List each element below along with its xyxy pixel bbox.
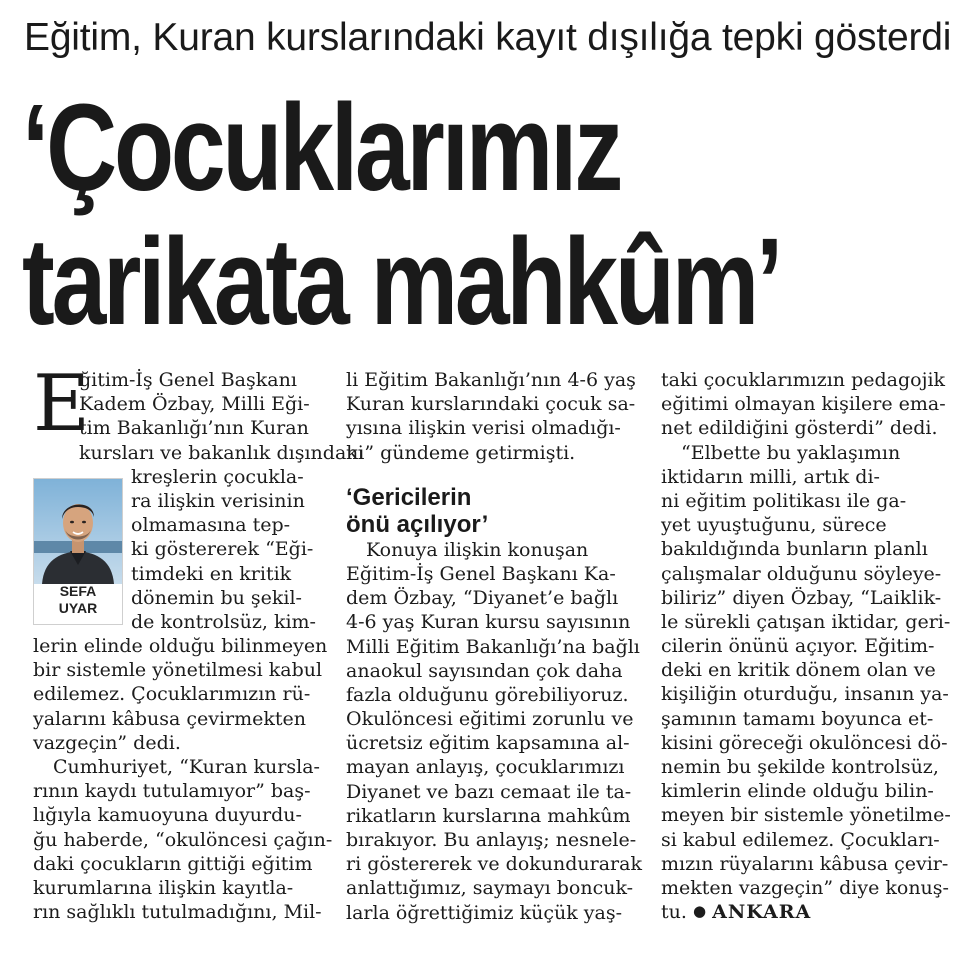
text-line: si kabul edilemez. Çocukları- bbox=[661, 828, 940, 851]
text-line: kreşlerin çocukla- bbox=[131, 465, 304, 488]
author-photo bbox=[33, 478, 123, 625]
subheading-line-2: önü açılıyor’ bbox=[346, 511, 489, 538]
text-line: deki en kritik dönem olan ve bbox=[661, 659, 936, 682]
text-line: fazla olduğunu görebiliyoruz. bbox=[346, 683, 629, 706]
text-line: bir sistemle yönetilmesi kabul bbox=[33, 659, 323, 682]
text-line-final: tu. bbox=[661, 901, 687, 924]
text-line: çalışmalar olduğunu söyleye- bbox=[661, 562, 942, 585]
text-line: kişiliğin oturduğu, insanın ya- bbox=[661, 683, 949, 706]
text-line: anlattığımız, saymayı boncuk- bbox=[346, 877, 634, 900]
text-line: 4-6 yaş Kuran kursu sayısının bbox=[346, 611, 631, 634]
bullet-icon: ● bbox=[692, 902, 707, 921]
text-line: net edildiğini gösterdi” dedi. bbox=[661, 417, 938, 440]
text-line: anaokul sayısından çok daha bbox=[346, 659, 623, 682]
text-line: taki çocuklarımızın pedagojik bbox=[661, 369, 946, 391]
column-2 bbox=[346, 368, 642, 925]
text-line: cilerin önünü açıyor. Eğitim- bbox=[661, 635, 935, 658]
subheading-line-1: ‘Gericilerin bbox=[346, 484, 472, 511]
text-line: nemin bu şekilde kontrolsüz, bbox=[661, 756, 939, 778]
text-line: li Eğitim Bakanlığı’nın 4-6 yaş bbox=[346, 369, 636, 391]
text-line: yalarını kâbusa çevirmekten bbox=[33, 707, 307, 730]
text-line: larla öğrettiğimiz küçük yaş- bbox=[346, 901, 623, 924]
text-line: mekten vazgeçin” diye konuş- bbox=[661, 876, 949, 899]
text-line bbox=[661, 900, 947, 924]
text-line: rının kaydı tutulamıyor” baş- bbox=[33, 780, 311, 803]
text-line: daki çocukların gittiği eğitim bbox=[33, 852, 313, 875]
dateline: ANKARA bbox=[712, 901, 812, 924]
text-line: yısına ilişkin verisi olmadığı- bbox=[346, 417, 621, 440]
text-line: kursları ve bakanlık dışındaki bbox=[79, 441, 364, 464]
text-line: mayan anlayış, çocuklarımızı bbox=[346, 756, 625, 779]
text-line: ğitim-İş Genel Başkanı bbox=[79, 369, 297, 391]
article-kicker: Eğitim, Kuran kurslarındaki kayıt dışılığa tepki gösterdi bbox=[24, 16, 952, 59]
text-line: Okulöncesi eğitimi zorunlu ve bbox=[346, 708, 634, 731]
text-line: le sürekli çatışan iktidar, geri- bbox=[661, 610, 951, 633]
text-line: olmamasına tep- bbox=[131, 514, 291, 537]
text-line: rın sağlıklı tutulmadığını, Mil- bbox=[33, 901, 322, 924]
text-line: ücretsiz eğitim kapsamına al- bbox=[346, 732, 630, 755]
text-line: ğu haberde, “okulöncesi çağın- bbox=[33, 828, 333, 851]
text-line: dem Özbay, “Diyanet’e bağlı bbox=[346, 587, 619, 610]
text-line: vazgeçin” dedi. bbox=[33, 731, 181, 754]
article-headline bbox=[22, 80, 781, 351]
text-line: bırakıyor. Bu anlayış; nesnele- bbox=[346, 829, 637, 851]
text-line: kurumlarına ilişkin kayıtla- bbox=[33, 876, 294, 899]
column-1 bbox=[33, 359, 364, 924]
drop-cap: E bbox=[33, 359, 90, 449]
text-line: lığıyla kamuoyuna duyurdu- bbox=[33, 804, 302, 827]
text-line: de kontrolsüz, kim- bbox=[131, 610, 316, 633]
text-line: iktidarın milli, artık di- bbox=[661, 465, 880, 488]
text-line: kisini göreceği okulöncesi dö- bbox=[661, 731, 948, 754]
column-3 bbox=[661, 368, 951, 924]
text-line: edilemez. Çocuklarımızın rü- bbox=[33, 683, 311, 706]
text-line: yet uyuştuğunu, sürece bbox=[661, 514, 887, 537]
text-line: bakıldığında bunların planlı bbox=[661, 538, 928, 561]
subheading bbox=[346, 484, 636, 538]
text-line: biliriz” diyen Özbay, “Laiklik- bbox=[661, 586, 942, 609]
headline-line-1: ‘Çocuklarımız bbox=[22, 80, 621, 217]
text-line: şamının tamamı boyunca et- bbox=[661, 707, 934, 730]
text-line: mızın rüyalarını kâbusa çevir- bbox=[661, 852, 949, 875]
text-line: ni eğitim politikası ile ga- bbox=[661, 489, 907, 512]
text-line: lerin elinde olduğu bilinmeyen bbox=[33, 635, 328, 658]
text-line: nı” gündeme getirmişti. bbox=[346, 441, 576, 464]
text-line: dönemin bu şekil- bbox=[131, 586, 302, 609]
headline-line-2: tarikata mahkûm’ bbox=[22, 214, 781, 351]
text-line: meyen bir sistemle yönetilme- bbox=[661, 804, 951, 827]
text-line: rikatların kurslarına mahkûm bbox=[346, 804, 631, 827]
author-last-name: UYAR bbox=[58, 600, 98, 616]
text-line: Cumhuriyet, “Kuran kursla- bbox=[53, 756, 320, 778]
text-line: timdeki en kritik bbox=[131, 562, 292, 585]
text-line: “Elbette bu yaklaşımın bbox=[681, 441, 901, 464]
text-line: Milli Eğitim Bakanlığı’na bağlı bbox=[346, 635, 640, 658]
text-line: eğitimi olmayan kişilere ema- bbox=[661, 393, 946, 416]
text-line: tim Bakanlığı’nın Kuran bbox=[79, 417, 309, 440]
author-portrait-image bbox=[34, 479, 122, 584]
text-line: Eğitim-İş Genel Başkanı Ka- bbox=[346, 562, 616, 585]
text-line: Diyanet ve bazı cemaat ile ta- bbox=[346, 780, 632, 803]
text-line: Kadem Özbay, Milli Eği- bbox=[79, 393, 310, 416]
author-first-name: SEFA bbox=[59, 583, 97, 599]
text-line: ri göstererek ve dokundurarak bbox=[346, 853, 642, 876]
text-line: Kuran kurslarındaki çocuk sa- bbox=[346, 393, 636, 416]
text-line: ra ilişkin verisinin bbox=[131, 489, 305, 512]
text-line: Konuya ilişkin konuşan bbox=[366, 538, 589, 561]
text-line: kimlerin elinde olduğu bilin- bbox=[661, 780, 934, 803]
text-line: ki göstererek “Eği- bbox=[131, 538, 314, 561]
